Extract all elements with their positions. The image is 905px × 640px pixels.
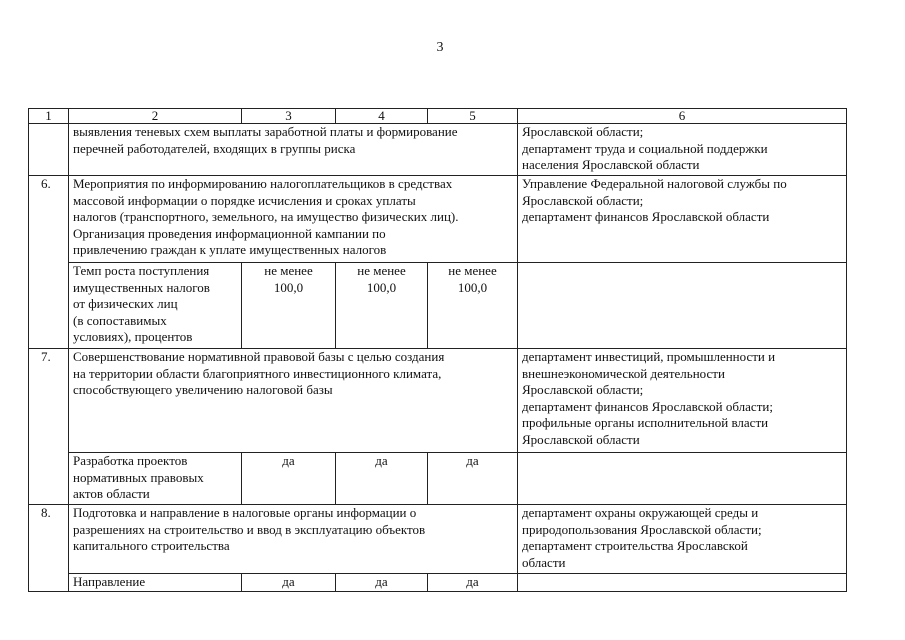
header-col-2: 2 <box>69 109 242 124</box>
row-number <box>29 124 69 176</box>
measures-table <box>28 108 847 592</box>
row-number: 8. <box>29 505 69 592</box>
table-row <box>29 505 847 574</box>
indicator-value-col3: да <box>242 574 336 592</box>
header-col-1: 1 <box>29 109 69 124</box>
header-col-4: 4 <box>336 109 428 124</box>
responsible-text: Управление Федеральной налоговой службы по Ярославской области; департамент финансов Ярославской области <box>518 176 847 263</box>
indicator-row <box>29 263 847 349</box>
responsible-text: Ярославской области; департамент труда и социальной поддержки населения Ярославской области <box>518 124 847 176</box>
indicator-value-col3: не менее 100,0 <box>242 263 336 349</box>
table-row <box>29 124 847 176</box>
indicator-value-col5: да <box>428 453 518 505</box>
responsible-empty <box>518 453 847 505</box>
indicator-value-col4: да <box>336 453 428 505</box>
measure-text: выявления теневых схем выплаты заработной платы и формирование перечней работодателей, входящих в группы риска <box>69 124 518 176</box>
measure-text: Подготовка и направление в налоговые органы информации о разрешениях на строительство и ввод в эксплуатацию объектов капитального строительства <box>69 505 518 574</box>
indicator-value-col4: да <box>336 574 428 592</box>
table-row <box>29 176 847 263</box>
responsible-text: департамент инвестиций, промышленности и внешнеэкономической деятельности Ярославской области; департамент финансов Ярославской области; профильные органы исполнительной власти Ярославской области <box>518 349 847 453</box>
page-number: 3 <box>436 40 444 55</box>
indicator-value-col3: да <box>242 453 336 505</box>
responsible-empty <box>518 263 847 349</box>
indicator-value-col5: не менее 100,0 <box>428 263 518 349</box>
responsible-text: департамент охраны окружающей среды и природопользования Ярославской области; департамент строительства Ярославской области <box>518 505 847 574</box>
measure-text: Совершенствование нормативной правовой базы с целью создания на территории области благоприятного инвестиционного климата, способствующего увеличению налоговой базы <box>69 349 518 453</box>
responsible-empty <box>518 574 847 592</box>
table-header-row <box>29 109 847 124</box>
row-number: 7. <box>29 349 69 505</box>
indicator-name: Направление <box>69 574 242 592</box>
header-col-6: 6 <box>518 109 847 124</box>
indicator-row <box>29 453 847 505</box>
indicator-name: Темп роста поступления имущественных налогов от физических лиц (в сопоставимых условиях), процентов <box>69 263 242 349</box>
row-number: 6. <box>29 176 69 349</box>
indicator-value-col4: не менее 100,0 <box>336 263 428 349</box>
indicator-value-col5: да <box>428 574 518 592</box>
header-col-3: 3 <box>242 109 336 124</box>
table-row <box>29 349 847 453</box>
header-col-5: 5 <box>428 109 518 124</box>
indicator-name: Разработка проектов нормативных правовых актов области <box>69 453 242 505</box>
indicator-row <box>29 574 847 592</box>
measure-text: Мероприятия по информированию налогоплательщиков в средствах массовой информации о порядке исчисления и сроках уплаты налогов (транспортного, земельного, на имущество физических лиц). Организация проведения информационной кампании по привлечению граждан к уплате имущественных налогов <box>69 176 518 263</box>
